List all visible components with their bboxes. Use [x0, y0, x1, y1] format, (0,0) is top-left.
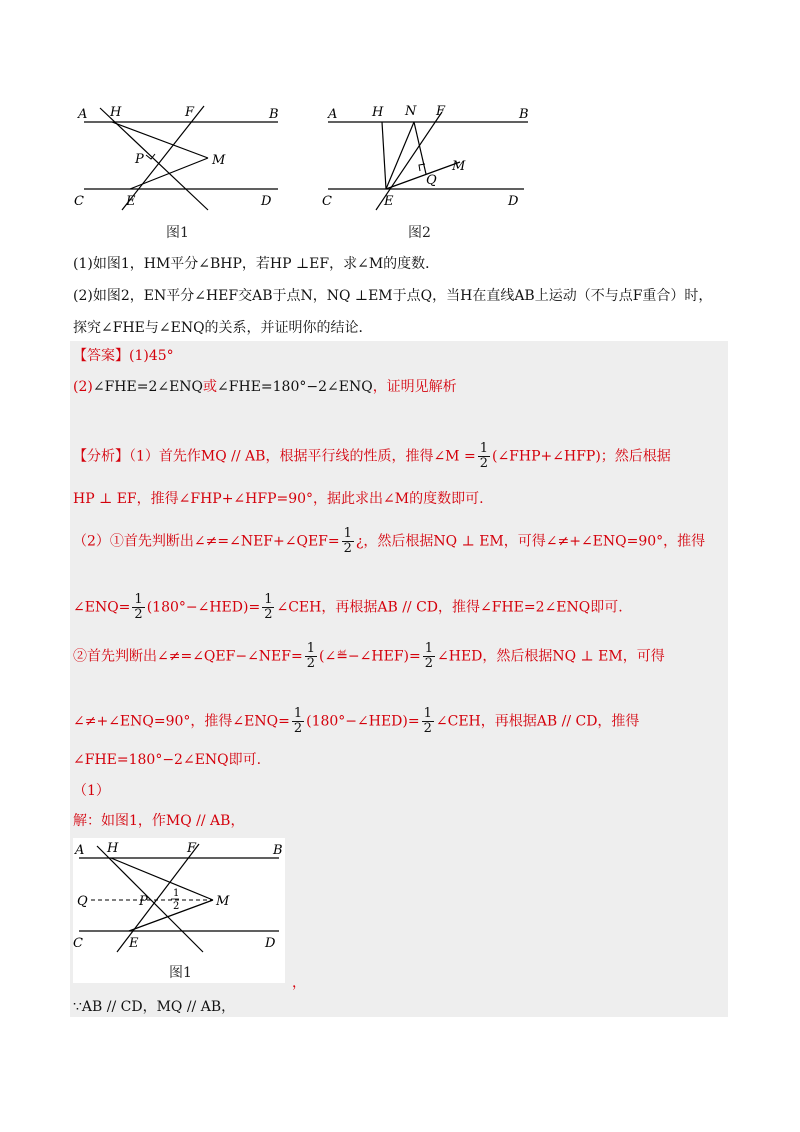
answer-part-2-prefix: (2) — [73, 379, 93, 395]
fig3-label-m: M — [216, 894, 230, 909]
answer-tag: 【答案】 — [73, 348, 129, 364]
fig3-label-c: C — [73, 936, 83, 951]
analysis-text-5a: ②首先判断出∠≠=∠QEF−∠NEF= — [73, 648, 303, 665]
figure-2 — [320, 98, 540, 241]
fig3-label-b: B — [273, 843, 283, 858]
answer-line-2 — [73, 377, 457, 397]
fraction-half: $\frac{1}{2}$ — [343, 526, 352, 556]
solution-line-1: 解：如图1，作MQ // AB， — [73, 813, 245, 829]
fig1-label-a: A — [78, 107, 88, 122]
fig2-label-q: Q — [426, 173, 437, 188]
fig2-label-n: N — [405, 104, 417, 119]
fig1-label-m: M — [212, 153, 226, 168]
fig3-label-e: E — [129, 936, 139, 951]
analysis-line-3 — [73, 527, 705, 556]
analysis-line-2: HP ⊥ EF，推得∠FHP+∠HFP=90°，据此求出∠M的度数即可. — [73, 491, 484, 507]
fraction-half: $\frac{1}{2}$ — [424, 641, 433, 671]
fig1-label-b: B — [269, 107, 279, 122]
fig1-label-d: D — [261, 194, 272, 209]
fig2-label-a: A — [328, 107, 338, 122]
fig3-label-f: F — [187, 841, 197, 856]
figure-solution — [73, 838, 285, 983]
fig3-label-h: H — [107, 841, 119, 856]
analysis-line-1 — [73, 442, 671, 471]
fig2-label-d: D — [508, 194, 519, 209]
fig3-label-a: A — [75, 843, 85, 858]
fraction-half: $\frac{1}{2}$ — [306, 641, 315, 671]
fig1-label-p: P — [135, 152, 144, 167]
analysis-text-5b: (∠≝−∠HEF)= — [319, 648, 421, 665]
fig3-label-p: P — [139, 894, 148, 909]
analysis-line-5 — [73, 642, 665, 671]
fig1-label-e: E — [126, 194, 136, 209]
analysis-text-4a: ∠ENQ= — [73, 599, 131, 616]
figure-1-diagram — [72, 98, 292, 218]
fraction-half: $\frac{1}{2}$ — [264, 592, 273, 622]
figure-1 — [72, 98, 292, 241]
figure-solution-diagram — [73, 838, 285, 958]
analysis-text-1a: （1）首先作MQ // AB，根据平行线的性质，推得∠M = — [129, 448, 476, 465]
question-part-1: (1)如图1，HM平分∠BHP，若HP ⊥EF，求∠M的度数． — [73, 256, 440, 272]
answer-relation-a: ∠FHE=2∠ENQ — [92, 379, 204, 395]
analysis-line-7: ∠FHE=180°−2∠ENQ即可. — [73, 752, 262, 768]
answer-relation-b: ∠FHE=180°−2∠ENQ — [217, 379, 373, 395]
analysis-text-3b: ¿，然后根据NQ ⊥ EM，可得∠≠+∠ENQ=90°，推得 — [355, 533, 706, 550]
solution-line-2: ∵AB // CD，MQ // AB， — [73, 999, 236, 1015]
analysis-text-6c: ∠CEH，再根据AB // CD，推得 — [435, 713, 640, 730]
fig1-label-h: H — [110, 105, 122, 120]
analysis-text-4b: (180°−∠HED)= — [146, 599, 261, 616]
fig2-label-e: E — [384, 194, 394, 209]
solution-part-label: （1） — [73, 783, 110, 799]
answer-part-1: (1)45° — [129, 348, 174, 364]
figure-2-caption: 图2 — [408, 225, 431, 241]
analysis-line-4 — [73, 593, 623, 622]
fig1-label-c: C — [74, 194, 84, 209]
fig1-label-f: F — [185, 105, 195, 120]
figure-1-caption: 图1 — [166, 225, 189, 241]
fraction-half: $\frac{1}{2}$ — [134, 592, 143, 622]
analysis-text-6a: ∠≠+∠ENQ=90°，推得∠ENQ= — [73, 713, 290, 730]
fig3-label-d: D — [265, 936, 276, 951]
figure-solution-caption: 图1 — [169, 965, 192, 981]
answer-suffix: ，证明见解析 — [372, 379, 457, 395]
fig3-half-den: 2 — [173, 901, 180, 912]
fig2-label-b: B — [519, 107, 529, 122]
fig2-label-h: H — [372, 105, 384, 120]
question-part-2-line-2: 探究∠FHE与∠ENQ的关系，并证明你的结论． — [73, 320, 373, 336]
analysis-text-6b: (180°−∠HED)= — [306, 713, 420, 730]
analysis-text-1b: (∠FHP+∠HFP)；然后根据 — [491, 448, 671, 465]
fig3-half-num: 1 — [173, 888, 180, 899]
answer-line-1 — [73, 346, 174, 366]
analysis-tag: 【分析】 — [73, 448, 129, 465]
fig2-label-m: M — [452, 159, 466, 174]
fraction-half: $\frac{1}{2}$ — [423, 706, 432, 736]
fraction-half: $\frac{1}{2}$ — [293, 706, 303, 736]
analysis-text-3a: （2）①首先判断出∠≠=∠NEF+∠QEF= — [73, 533, 340, 550]
answer-or: 或 — [203, 379, 218, 395]
analysis-text-5c: ∠HED，然后根据NQ ⊥ EM，可得 — [437, 648, 665, 665]
question-part-2-line-1: (2)如图2，EN平分∠HEF交AB于点N，NQ ⊥EM于点Q，当H在直线AB上运动（不与点F重合）时， — [73, 288, 713, 304]
figure-trailing-comma: ， — [292, 975, 306, 991]
analysis-text-4c: ∠CEH，再根据AB // CD，推得∠FHE=2∠ENQ即可. — [276, 599, 623, 616]
fig2-label-f: F — [436, 104, 446, 119]
fraction-half: $\frac{1}{2}$ — [479, 441, 488, 471]
fig2-label-c: C — [322, 194, 332, 209]
figure-2-diagram — [320, 98, 540, 218]
analysis-line-6 — [73, 707, 639, 736]
fig3-label-q: Q — [77, 894, 88, 909]
